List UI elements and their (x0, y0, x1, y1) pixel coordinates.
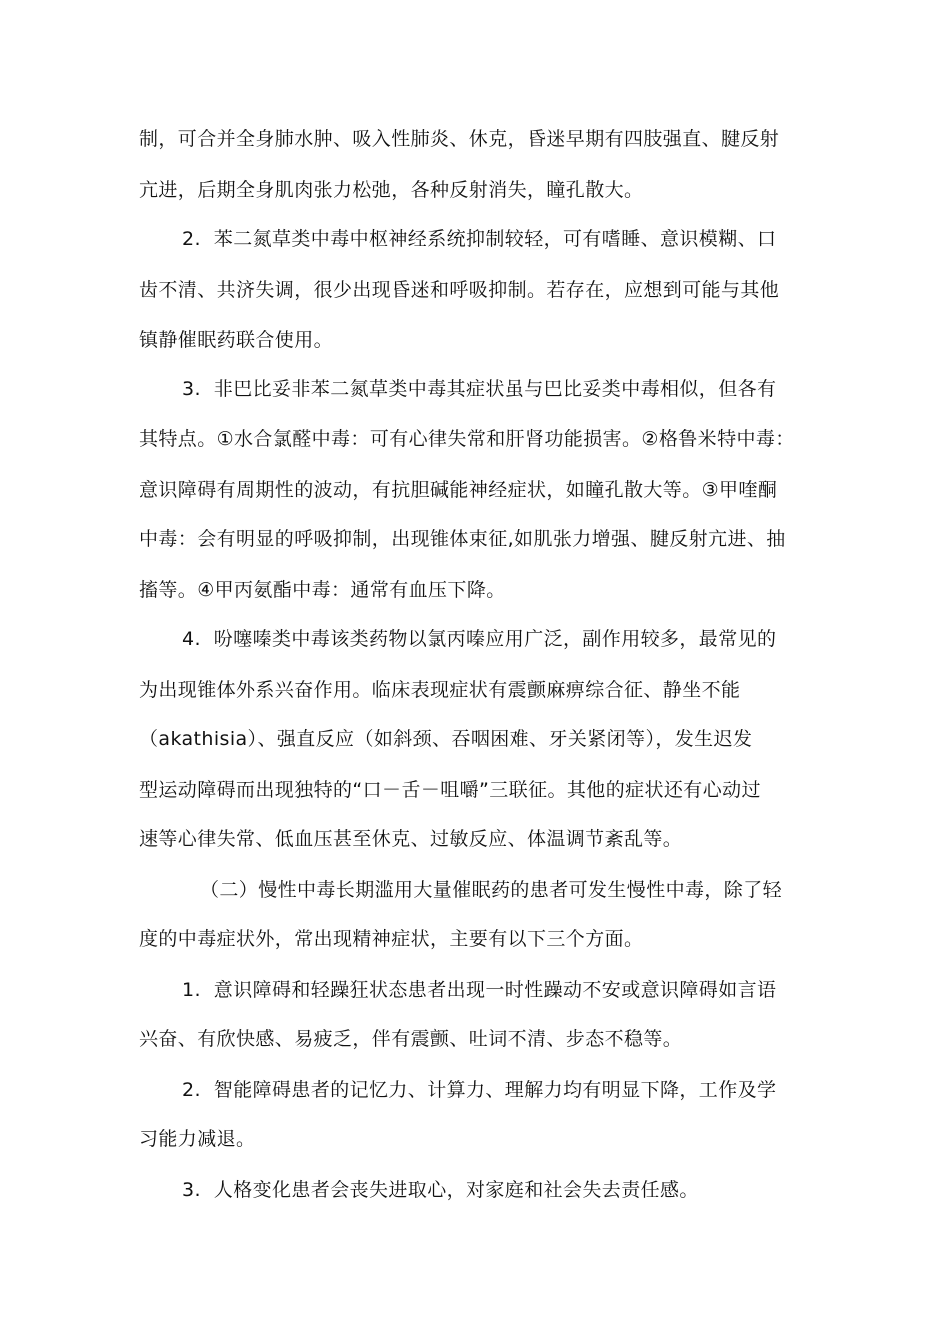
text-line: 意识障碍有周期性的波动，有抗胆碱能神经症状，如瞳孔散大等。③甲喹酮 (139, 479, 778, 501)
text-line: （二）慢性中毒长期滥用大量催眠药的患者可发生慢性中毒，除了轻 (200, 879, 783, 901)
text-line: 度的中毒症状外，常出现精神症状，主要有以下三个方面。 (139, 928, 644, 950)
text-line: 为出现锥体外系兴奋作用。临床表现症状有震颤麻痹综合征、静坐不能 (139, 679, 741, 701)
text-line: 2. 苯二氮草类中毒中枢神经系统抑制较轻，可有嗜睡、意识模糊、口 (182, 228, 777, 250)
text-line: 搐等。④甲丙氨酯中毒：通常有血压下降。 (139, 579, 506, 601)
text-line: 制，可合并全身肺水肿、吸入性肺炎、休克，昏迷早期有四肢强直、腱反射 (139, 128, 780, 150)
text-line: 3. 人格变化患者会丧失进取心，对家庭和社会失去责任感。 (182, 1179, 699, 1201)
text-line: 中毒：会有明显的呼吸抑制，出现锥体束征,如肌张力增强、腱反射亢进、抽 (139, 528, 786, 550)
text-line: 速等心律失常、低血压甚至休克、过敏反应、体温调节紊乱等。 (139, 828, 683, 850)
text-line: 习能力减退。 (139, 1128, 256, 1150)
text-line: 3. 非巴比妥非苯二氮草类中毒其症状虽与巴比妥类中毒相似，但各有 (182, 378, 777, 400)
text-line: 型运动障碍而出现独特的“口－舌－咀嚼”三联征。其他的症状还有心动过 (139, 779, 761, 801)
text-line: 镇静催眠药联合使用。 (139, 329, 334, 351)
text-line: 其特点。①水合氯醛中毒：可有心律失常和肝肾功能损害。②格鲁米特中毒： (139, 428, 795, 450)
text-line: 2. 智能障碍患者的记忆力、计算力、理解力均有明显下降，工作及学 (182, 1079, 777, 1101)
text-line: 齿不清、共济失调，很少出现昏迷和呼吸抑制。若存在，应想到可能与其他 (139, 279, 780, 301)
text-line: 亢进，后期全身肌肉张力松弛，各种反射消失，瞳孔散大。 (139, 179, 644, 201)
text-line: （akathisia）、强直反应（如斜颈、吞咽困难、牙关紧闭等），发生迟发 (139, 728, 753, 750)
text-line: 1. 意识障碍和轻躁狂状态患者出现一时性躁动不安或意识障碍如言语 (182, 979, 777, 1001)
text-line: 兴奋、有欣快感、易疲乏，伴有震颤、吐词不清、步态不稳等。 (139, 1028, 683, 1050)
text-line: 4. 吩噻嗪类中毒该类药物以氯丙嗪应用广泛，副作用较多，最常见的 (182, 628, 777, 650)
